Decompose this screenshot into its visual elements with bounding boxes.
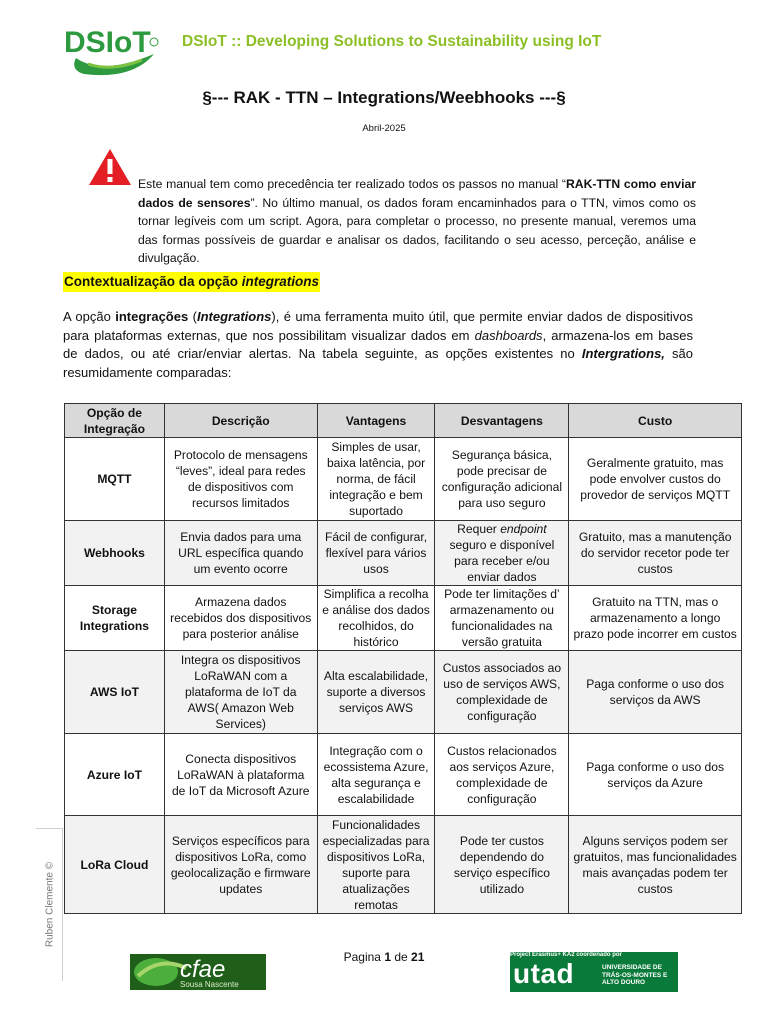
cost-cell: Gratuito, mas a manutenção do servidor recetor pode ter custos	[569, 521, 742, 586]
header-description: Descrição	[164, 404, 317, 438]
option-cell: Webhooks	[65, 521, 165, 586]
svg-text:cfae: cfae	[180, 956, 226, 983]
integrations-paragraph: A opção integrações (Integrations), é uma ferramenta muito útil, que permite enviar dados de dispositivos para plataformas externas, que nos possibilitam visualizar dados em dashboards, armazena-los em bases de dados, ou até criar/enviar alertas. Na tabela seguinte, as opções existentes no Intergrations, são resumidamente comparadas:	[63, 309, 693, 380]
description-cell: Integra os dispositivos LoRaWAN com a plataforma de IoT da AWS( Amazon Web Services)	[164, 651, 317, 734]
document-title: §--- RAK - TTN – Integrations/Weebhooks ---§	[202, 88, 566, 107]
dsiot-logo	[62, 14, 162, 78]
table-row	[65, 734, 742, 816]
option-cell: Azure IoT	[65, 734, 165, 816]
header-cost: Custo	[569, 404, 742, 438]
intro-paragraph: Este manual tem como precedência ter realizado todos os passos no manual “RAK-TTN como enviar dados de sensores”. No último manual, os dados foram encaminhados para o TTN, vimos como os tornar legíveis com um script. Agora, para completar o processo, no presente manual, veremos uma das formas possíveis de guardar e analisar os dados, facilitando o seu acesso, perceção, análise e divulgação.	[138, 177, 696, 265]
disadvantages-cell: Pode ter custos dependendo do serviço específico utilizado	[435, 816, 569, 914]
advantages-cell: Funcionalidades especializadas para dispositivos LoRa, suporte para atualizações remotas	[317, 816, 435, 914]
table-row	[65, 521, 742, 586]
document-date: Abril-2025	[362, 123, 406, 134]
disadvantages-cell: Requer endpoint seguro e disponível para receber e/ou enviar dados	[435, 521, 569, 586]
table-header-row	[65, 404, 742, 438]
disadvantages-cell: Segurança básica, pode precisar de configuração adicional para uso seguro	[435, 438, 569, 521]
header-option: Opção de Integração	[65, 404, 165, 438]
table-row	[65, 816, 742, 914]
description-cell: Armazena dados recebidos dos dispositivos para posterior análise	[164, 586, 317, 651]
warning-icon	[88, 148, 132, 186]
description-cell: Protocolo de mensagens “leves”, ideal para redes de dispositivos com recursos limitados	[164, 438, 317, 521]
cost-cell: Alguns serviços podem ser gratuitos, mas funcionalidades mais avançadas podem ter custos	[569, 816, 742, 914]
svg-text:Sousa Nascente: Sousa Nascente	[180, 980, 239, 989]
table-row	[65, 438, 742, 521]
logo-text: DSIoT	[64, 26, 151, 59]
disadvantages-cell: Pode ter limitações d’ armazenamento ou funcionalidades na versão gratuita	[435, 586, 569, 651]
cost-cell: Paga conforme o uso dos serviços da Azure	[569, 734, 742, 816]
option-cell: Storage Integrations	[65, 586, 165, 651]
cfae-logo	[130, 954, 266, 990]
utad-logo: Project Erasmus+ KA2 coordenado por utad UNIVERSIDADE DE TRÁS-OS-MONTES E ALTO DOURO	[510, 952, 678, 992]
comparison-table	[64, 403, 742, 914]
section-heading: Contextualização da opção integrations	[63, 272, 320, 292]
option-cell: MQTT	[65, 438, 165, 521]
table-row	[65, 586, 742, 651]
header-advantages: Vantagens	[317, 404, 435, 438]
disadvantages-cell: Custos associados ao uso de serviços AWS, complexidade de configuração	[435, 651, 569, 734]
description-cell: Envia dados para uma URL específica quando um evento ocorre	[164, 521, 317, 586]
header-title: DSIoT :: Developing Solutions to Sustainability using IoT	[182, 33, 602, 50]
description-cell: Conecta dispositivos LoRaWAN à plataforma de IoT da Microsoft Azure	[164, 734, 317, 816]
advantages-cell: Simplifica a recolha e análise dos dados recolhidos, do histórico	[317, 586, 435, 651]
advantages-cell: Simples de usar, baixa latência, por norma, de fácil integração e bem suportado	[317, 438, 435, 521]
page-number: Pagina 1 de 21	[343, 950, 425, 964]
side-credit-text: Ruben Clemente ©	[44, 861, 56, 948]
advantages-cell: Alta escalabilidade, suporte a diversos serviços AWS	[317, 651, 435, 734]
advantages-cell: Integração com o ecossistema Azure, alta segurança e escalabilidade	[317, 734, 435, 816]
cost-cell: Paga conforme o uso dos serviços da AWS	[569, 651, 742, 734]
description-cell: Serviços específicos para dispositivos LoRa, como geolocalização e firmware updates	[164, 816, 317, 914]
header-disadvantages: Desvantagens	[435, 404, 569, 438]
option-cell: AWS IoT	[65, 651, 165, 734]
advantages-cell: Fácil de configurar, flexível para vários usos	[317, 521, 435, 586]
cost-cell: Gratuito na TTN, mas o armazenamento a longo prazo pode incorrer em custos	[569, 586, 742, 651]
cost-cell: Geralmente gratuito, mas pode envolver custos do provedor de serviços MQTT	[569, 438, 742, 521]
disadvantages-cell: Custos relacionados aos serviços Azure, complexidade de configuração	[435, 734, 569, 816]
table-row	[65, 651, 742, 734]
option-cell: LoRa Cloud	[65, 816, 165, 914]
